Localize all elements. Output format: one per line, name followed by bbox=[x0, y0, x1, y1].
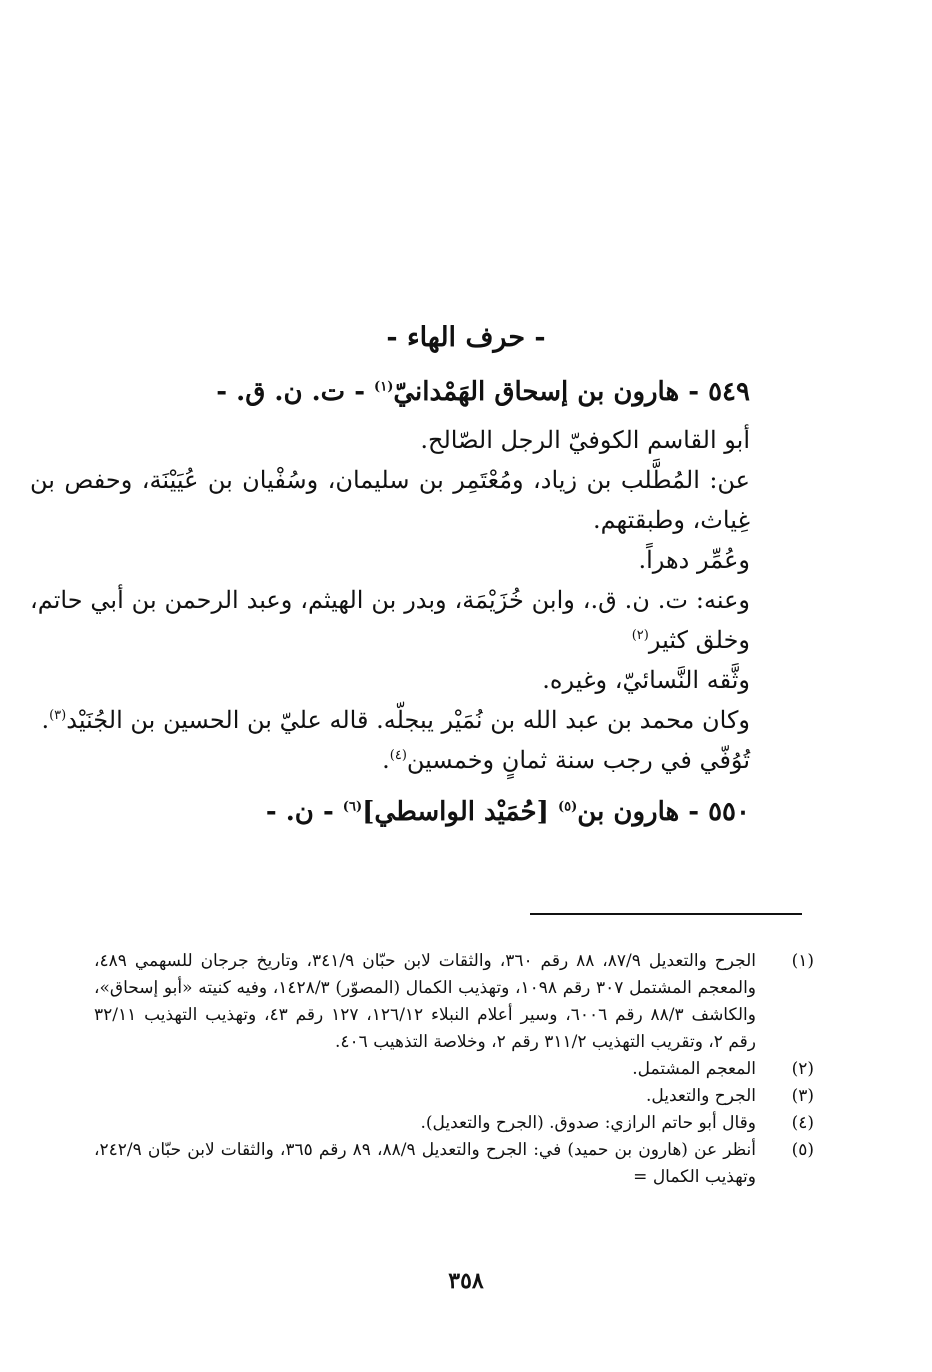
footnote-number: (٣) bbox=[791, 1086, 814, 1106]
entry-549-death: تُوُفّي في رجب سنة ثمانٍ وخمسين$^{(٤)}$. bbox=[382, 746, 750, 774]
entry-549-sigla: - ت. ن. ق. - bbox=[216, 377, 375, 407]
entry-549-death-text: تُوُفّي في رجب سنة ثمانٍ وخمسين bbox=[406, 746, 750, 774]
entry-550-name-mid: [حُمَيْد الواسطي] bbox=[362, 797, 558, 827]
footnotes bbox=[94, 948, 814, 1191]
entry-549-students bbox=[30, 580, 750, 660]
entry-549-kunya: أبو القاسم الكوفيّ الرجل الصّالح. bbox=[420, 426, 750, 454]
footnote-text: الجرح والتعديل ٨٧/٩، ٨٨ رقم ٣٦٠، والثقات لابن حبّان ٣٤١/٩، وتاريخ جرجان للسهمي ٤٨٩، والمعجم المشتمل ٣٠٧ رقم ١٠٩٨، وتهذيب الكمال (المصوّر) ١٤٢٨/٣، وفيه كنيته «أبو إسحاق»، والكاشف ٨٨/٣ رقم ٦٠٠٦، وسير أعلام النبلاء ١٢٦/١٢، ١٢٧ رقم ٤٣، وتهذيب التهذيب ٣٢/١١ رقم ٢، وتقريب التهذيب ٣١١/٢ رقم ٢، وخلاصة التذهيب ٤٠٦. bbox=[94, 951, 757, 1052]
footnote-number: (١) bbox=[791, 951, 814, 971]
main-text bbox=[30, 372, 750, 840]
entry-550-sigla: - ن. - bbox=[265, 797, 343, 827]
entry-549-longevity: وعُمِّر دهراً. bbox=[638, 546, 750, 574]
footnote-ref-1: (١) bbox=[374, 379, 394, 395]
entry-549-tawthiq: وثَّقه النَّسائيّ، وغيره. bbox=[542, 666, 750, 694]
footnote-1 bbox=[94, 948, 814, 1056]
entry-550-title bbox=[30, 792, 750, 832]
footnote-ref-2: (٢) bbox=[631, 628, 649, 643]
footnote-2 bbox=[94, 1056, 814, 1083]
footnote-5 bbox=[94, 1137, 814, 1191]
footnote-ref-4: (٤) bbox=[389, 748, 407, 763]
entry-549-students-text: وعنه: ت. ن. ق.، وابن خُزَيْمَة، وبدر بن الهيثم، وعبد الرحمن بن أبي حاتم، وخلق كثير bbox=[30, 586, 750, 654]
entry-549-teachers: عن: المُطَّلب بن زياد، ومُعْتَمِر بن سليمان، وسُفْيان بن عُيَيْنَة، وحفص بن غِياث، وطبقتهم. bbox=[30, 466, 750, 534]
entry-549-name: ٥٤٩ - هارون بن إسحاق الهَمْدانيّ bbox=[393, 377, 750, 407]
entry-549-praise-text: وكان محمد بن عبد الله بن نُمَيْر يبجلّه. قاله عليّ بن الحسين بن الجُنَيْد bbox=[66, 706, 750, 734]
footnote-text: الجرح والتعديل. bbox=[645, 1086, 756, 1106]
entry-550-name-start: ٥٥٠ - هارون بن bbox=[577, 797, 750, 827]
entry-549-praise: وكان محمد بن عبد الله بن نُمَيْر يبجلّه. قاله عليّ بن الحسين بن الجُنَيْد$^{(٣)}$. bbox=[41, 706, 750, 734]
footnote-ref-5: (٥) bbox=[557, 799, 578, 815]
footnote-text: أنظر عن (هارون بن حميد) في: الجرح والتعديل ٨٨/٩، ٨٩ رقم ٣٦٥، والثقات لابن حبّان ٢٤٢/٩، وتهذيب الكمال = bbox=[94, 1140, 757, 1187]
footnote-ref-3: (٣) bbox=[49, 708, 67, 723]
footnote-number: (٤) bbox=[791, 1113, 814, 1133]
footnote-ref-6: (٦) bbox=[342, 799, 363, 815]
page-number: ٣٥٨ bbox=[448, 1268, 484, 1294]
footnote-number: (٥) bbox=[791, 1140, 814, 1160]
footnote-text: المعجم المشتمل. bbox=[632, 1059, 756, 1079]
footnote-4 bbox=[94, 1110, 814, 1137]
footnote-3 bbox=[94, 1083, 814, 1110]
section-heading: - حرف الهاء - bbox=[386, 322, 546, 353]
footnote-divider bbox=[530, 913, 802, 915]
footnote-text: وقال أبو حاتم الرازي: صدوق. (الجرح والتعديل). bbox=[420, 1113, 756, 1133]
entry-549-title bbox=[30, 372, 750, 412]
footnote-number: (٢) bbox=[791, 1059, 814, 1079]
